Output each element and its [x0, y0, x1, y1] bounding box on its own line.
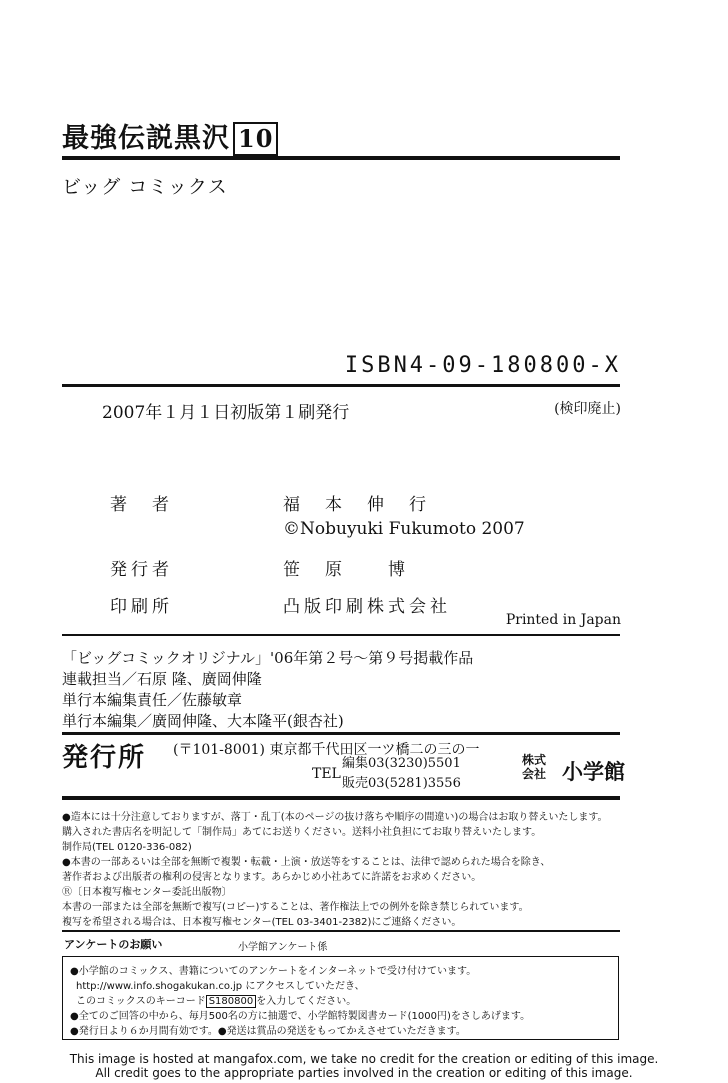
- survey-line: ●小学館のコミックス、書籍についてのアンケートをインターネットで受け付けています。: [70, 966, 477, 977]
- credit-line: 連載担当／石原 隆、廣岡伸隆: [62, 670, 262, 688]
- credit-line: 単行本編集／廣岡伸隆、大本隆平(銀杏社): [62, 712, 344, 730]
- volume-number: 10: [233, 122, 278, 156]
- publisher-label: 発行所: [62, 743, 147, 773]
- title-text: 最強伝説黒沢: [62, 123, 230, 154]
- series-name: ビッグ コミックス: [62, 176, 228, 198]
- keycode-prefix: このコミックスのキーコード: [76, 996, 206, 1007]
- notice-line: 本書の一部または全部を無断で複写(コピー)することは、著作権法上での例外を除き禁じられています。: [62, 902, 529, 913]
- publisher-person-label: 発行者: [110, 560, 173, 580]
- notice-line: ●造本には十分注意しておりますが、落丁・乱丁(本のページの抜け落ちや順序の間違い)の場合はお取り替えいたします。: [62, 812, 608, 823]
- tel-editorial: 編集03(3230)5501: [342, 756, 461, 771]
- tel-label: TEL: [312, 766, 341, 782]
- printed-in-japan: Printed in Japan: [505, 612, 621, 628]
- author-label: 著 者: [110, 495, 173, 515]
- credit-line: 単行本編集責任／佐藤敏章: [62, 691, 243, 709]
- survey-url: http://www.info.shogakukan.co.jp にアクセスしていただき、: [76, 981, 365, 992]
- publisher-address: (〒101-8001) 東京都千代田区一ツ橋二の三の一: [173, 742, 480, 758]
- author-name: 福 本 伸 行: [283, 495, 430, 515]
- notice-line: 制作局(TEL 0120-336-082): [62, 842, 192, 853]
- survey-dept: 小学館アンケート係: [238, 942, 328, 953]
- isbn: ISBN4-09-180800-X: [344, 353, 621, 378]
- kabushiki-kaisha: 株式 会社: [522, 753, 547, 781]
- publisher-name: 小学館: [562, 759, 625, 784]
- notice-line: 購入された書店名を明記して「制作局」あてにお送りください。送料小社負担にてお取り替えいたします。: [62, 827, 542, 838]
- survey-title: アンケートのお願い: [64, 938, 163, 951]
- publisher-person-name: 笹 原 博: [283, 560, 409, 580]
- book-title: [62, 116, 278, 156]
- credit-notice: All credit goes to the appropriate parties involved in the creation or editing of this image.: [95, 1066, 633, 1080]
- edition-date: 2007年１月１日初版第１刷発行: [102, 403, 350, 423]
- publisher-rule: [62, 796, 620, 800]
- keycode-suffix: を入力してください。: [256, 996, 357, 1007]
- printer-label: 印刷所: [110, 597, 173, 617]
- isbn-rule: [62, 384, 620, 387]
- keycode: S180800: [206, 995, 257, 1008]
- notice-line: ●本書の一部あるいは全部を無断で複製・転載・上演・放送等をすることは、法律で認められた場合を除き、: [62, 857, 551, 868]
- printer-name: 凸版印刷株式会社: [283, 597, 451, 617]
- notices-rule: [62, 930, 620, 932]
- notice-line: Ⓡ〔日本複写権センター委託出版物〕: [62, 887, 232, 898]
- survey-line: ●全てのご回答の中から、毎月500名の方に抽選で、小学館特製図書カード(1000円)をさしあげます。: [70, 1011, 531, 1022]
- hosting-notice: This image is hosted at mangafox.com, we take no credit for the creation or editing of this image.: [69, 1052, 659, 1066]
- notice-line: 複写を希望される場合は、日本複写権センター(TEL 03-3401-2382)にご連絡ください。: [62, 917, 462, 928]
- seal-note: (検印廃止): [554, 401, 621, 417]
- tel-sales: 販売03(5281)3556: [342, 776, 461, 791]
- credit-line: 「ビッグコミックオリジナル」'06年第２号〜第９号掲載作品: [62, 649, 474, 667]
- title-rule: [62, 156, 620, 160]
- credits-rule: [62, 732, 620, 735]
- notice-line: 著作者および出版者の権利の侵害となります。あらかじめ小社あてに許諾をお求めください。: [62, 872, 482, 883]
- survey-line: ●発行日より６か月間有効です。●発送は賞品の発送をもってかえさせていただきます。: [70, 1026, 466, 1037]
- survey-keycode-line: [76, 992, 356, 1007]
- colophon-rule: [62, 634, 620, 636]
- copyright: ©Nobuyuki Fukumoto 2007: [283, 519, 525, 539]
